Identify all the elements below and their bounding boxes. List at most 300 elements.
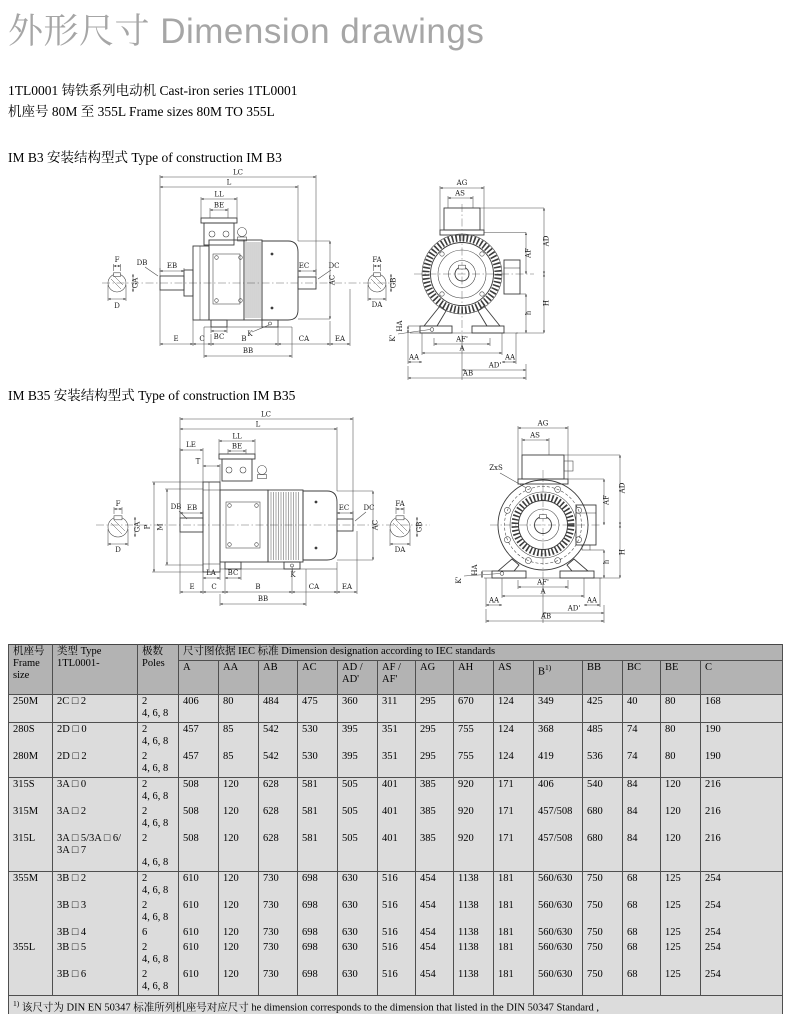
dim-label-l: L <box>255 420 261 429</box>
poles-cell: 2 4, 6, 8 <box>138 695 179 723</box>
dim-value-cell: 516 <box>378 941 416 968</box>
col-header-iec-banner: 尺寸图依据 IEC 标准 Dimension designation according to IEC standards <box>179 645 783 661</box>
dim-value-cell: 85 <box>219 723 259 751</box>
frame-size-cell <box>9 926 53 941</box>
dim-value-cell: 171 <box>494 778 534 806</box>
dim-label-fa: FA <box>395 500 405 508</box>
dim-label-ad-prime: AD' <box>567 604 581 613</box>
type-cell: 2C □ 2 <box>53 695 138 723</box>
dim-value-cell: 610 <box>179 872 219 900</box>
dim-label-lc: LC <box>232 168 244 177</box>
dim-value-cell: 85 <box>219 750 259 778</box>
intro-line-2: 机座号 80M 至 355L Frame sizes 80M TO 355L <box>8 104 275 119</box>
dim-label-db: DB <box>170 503 182 511</box>
section-heading-im-b3: IM B3 安装结构型式 Type of construction IM B3 <box>8 150 282 165</box>
dim-label-b: B <box>241 335 247 343</box>
dim-label-be: BE <box>213 201 225 210</box>
dim-value-cell: 395 <box>338 750 378 778</box>
dim-value-cell: 484 <box>259 695 298 723</box>
dim-value-cell: 401 <box>378 778 416 806</box>
dim-value-cell: 516 <box>378 968 416 996</box>
dim-label-k-prime: K' <box>455 576 463 584</box>
dim-value-cell: 540 <box>583 778 623 806</box>
col-header-a: A <box>179 661 219 695</box>
frame-size-cell: 280M <box>9 750 53 778</box>
b3-end-view <box>389 179 551 380</box>
dim-value-cell: 80 <box>661 723 701 751</box>
dim-value-cell: 419 <box>534 750 583 778</box>
dim-value-cell: 120 <box>661 832 701 872</box>
dim-value-cell: 698 <box>298 899 338 926</box>
dim-value-cell: 181 <box>494 872 534 900</box>
dim-label-ab: AB <box>462 369 474 378</box>
dim-label-aa: AA <box>586 596 598 605</box>
dim-label-af-prime: AF' <box>537 578 549 587</box>
dim-label-k: K <box>290 571 296 579</box>
dim-value-cell: 385 <box>416 805 454 832</box>
dim-value-cell: 171 <box>494 805 534 832</box>
dim-label-f: F <box>115 500 121 508</box>
dim-value-cell: 630 <box>338 899 378 926</box>
dim-label-ll: LL <box>232 432 242 441</box>
dim-value-cell: 68 <box>623 899 661 926</box>
dim-label-ac: AC <box>371 519 380 531</box>
col-header-frame-size: 机座号 Frame size <box>9 645 53 695</box>
dim-value-cell: 610 <box>179 941 219 968</box>
col-header-ad: AD / AD' <box>338 661 378 695</box>
dim-value-cell: 505 <box>338 778 378 806</box>
table-row <box>9 805 783 832</box>
dim-label-ad: AD <box>618 482 627 494</box>
dim-value-cell: 124 <box>494 750 534 778</box>
type-cell: 3B □ 3 <box>53 899 138 926</box>
table-row <box>9 872 783 900</box>
dim-label-ec: EC <box>298 262 310 270</box>
dim-label-as: AS <box>455 189 465 198</box>
dim-value-cell: 516 <box>378 926 416 941</box>
dim-value-cell: 295 <box>416 695 454 723</box>
dim-label-e: E <box>173 335 179 343</box>
dim-value-cell: 254 <box>701 872 783 900</box>
intro-line-1: 1TL0001 铸铁系列电动机 Cast-iron series 1TL0001 <box>8 83 298 98</box>
dim-label-ha: HA <box>396 320 404 332</box>
b3-side-view <box>102 169 398 359</box>
dim-value-cell: 628 <box>259 778 298 806</box>
dim-value-cell: 425 <box>583 695 623 723</box>
dim-value-cell: 84 <box>623 778 661 806</box>
dim-value-cell: 610 <box>179 899 219 926</box>
dim-value-cell: 454 <box>416 968 454 996</box>
dim-value-cell: 698 <box>298 872 338 900</box>
dim-value-cell: 920 <box>454 805 494 832</box>
dimension-table <box>8 644 783 1014</box>
dim-value-cell: 84 <box>623 805 661 832</box>
dim-label-ea: EA <box>341 583 353 591</box>
dim-label-da: DA <box>371 301 383 309</box>
dim-label-le: LE <box>186 441 196 449</box>
dim-value-cell: 120 <box>219 778 259 806</box>
dim-value-cell: 216 <box>701 832 783 872</box>
dim-value-cell: 755 <box>454 750 494 778</box>
dim-value-cell: 628 <box>259 832 298 872</box>
dim-value-cell: 457 <box>179 723 219 751</box>
poles-cell: 2 4, 6, 8 <box>138 805 179 832</box>
dim-label-h-small: h <box>524 310 533 316</box>
dim-value-cell: 125 <box>661 899 701 926</box>
col-header-ab: AB <box>259 661 298 695</box>
dim-label-af: AF <box>524 248 533 258</box>
dim-label-d: D <box>115 546 121 554</box>
dim-value-cell: 385 <box>416 832 454 872</box>
dim-label-t: T <box>195 457 201 466</box>
dim-value-cell: 68 <box>623 941 661 968</box>
dim-label-a: A <box>540 587 546 596</box>
dim-value-cell: 80 <box>661 695 701 723</box>
dim-value-cell: 750 <box>583 899 623 926</box>
dim-value-cell: 454 <box>416 899 454 926</box>
dim-label-k: K <box>247 330 253 338</box>
drawing-im-b3 <box>92 168 692 382</box>
dim-value-cell: 385 <box>416 778 454 806</box>
dim-value-cell: 406 <box>179 695 219 723</box>
dim-label-l: L <box>226 178 232 187</box>
dim-label-ca: CA <box>308 583 320 591</box>
dim-label-ha: HA <box>471 564 479 576</box>
type-cell: 3A □ 2 <box>53 805 138 832</box>
dim-label-zxs: ZxS <box>489 464 503 472</box>
dim-value-cell: 730 <box>259 899 298 926</box>
type-cell: 3B □ 4 <box>53 926 138 941</box>
dim-label-af: AF <box>602 495 611 505</box>
dim-value-cell: 530 <box>298 750 338 778</box>
dim-label-e: E <box>189 583 195 591</box>
dim-value-cell: 750 <box>583 941 623 968</box>
dim-label-lc: LC <box>260 410 272 419</box>
poles-cell: 2 4, 6, 8 <box>138 750 179 778</box>
dim-value-cell: 181 <box>494 941 534 968</box>
dim-value-cell: 120 <box>219 872 259 900</box>
dim-value-cell: 680 <box>583 832 623 872</box>
dim-value-cell: 630 <box>338 872 378 900</box>
col-header-ag: AG <box>416 661 454 695</box>
col-header-b: $B^{1)}$ <box>534 661 583 695</box>
dim-value-cell: 120 <box>219 926 259 941</box>
dim-label-bb: BB <box>257 595 269 603</box>
dim-value-cell: 349 <box>534 695 583 723</box>
dim-label-dc: DC <box>363 504 375 512</box>
col-header-bc: BC <box>623 661 661 695</box>
dim-label-ad: AD <box>542 235 551 247</box>
dim-value-cell: 630 <box>338 926 378 941</box>
dim-label-gb: GB <box>389 277 398 289</box>
dim-value-cell: 508 <box>179 778 219 806</box>
dim-value-cell: 536 <box>583 750 623 778</box>
dim-value-cell: 454 <box>416 926 454 941</box>
col-header-af: AF / AF' <box>378 661 416 695</box>
dim-value-cell: 171 <box>494 832 534 872</box>
dim-value-cell: 750 <box>583 926 623 941</box>
dim-value-cell: 730 <box>259 872 298 900</box>
dim-label-a: A <box>459 344 465 353</box>
table-footnote: $^{1)}$ 该尺寸为 DIN EN 50347 标准所列机座号对应尺寸 he dimension corresponds to the dimension that listed in the DIN 50347 Standard , <box>9 996 783 1014</box>
dim-value-cell: 475 <box>298 695 338 723</box>
dim-label-eb: EB <box>166 262 178 270</box>
dim-value-cell: 120 <box>219 832 259 872</box>
dim-label-p: P <box>143 524 152 530</box>
poles-cell: 2 4, 6, 8 <box>138 778 179 806</box>
dim-label-d: D <box>114 302 120 310</box>
dim-value-cell: 120 <box>219 899 259 926</box>
frame-size-cell: 280S <box>9 723 53 751</box>
col-header-type: 类型 Type 1TL0001- <box>53 645 138 695</box>
dim-value-cell: 630 <box>338 968 378 996</box>
dim-value-cell: 74 <box>623 750 661 778</box>
frame-size-cell: 315M <box>9 805 53 832</box>
dim-value-cell: 125 <box>661 968 701 996</box>
type-cell: 3B □ 5 <box>53 941 138 968</box>
page-title: 外形尺寸 Dimension drawings <box>8 12 485 51</box>
dim-value-cell: 68 <box>623 926 661 941</box>
dim-label-ad-prime: AD' <box>488 361 502 370</box>
dim-value-cell: 401 <box>378 805 416 832</box>
dim-value-cell: 920 <box>454 778 494 806</box>
col-header-bb: BB <box>583 661 623 695</box>
dim-value-cell: 542 <box>259 750 298 778</box>
dim-value-cell: 1138 <box>454 872 494 900</box>
type-cell: 2D □ 2 <box>53 750 138 778</box>
poles-cell: 2 4, 6, 8 <box>138 899 179 926</box>
dim-value-cell: 530 <box>298 723 338 751</box>
dim-value-cell: 395 <box>338 723 378 751</box>
dim-label-aa: AA <box>408 353 420 362</box>
col-header-as: AS <box>494 661 534 695</box>
dim-value-cell: 190 <box>701 750 783 778</box>
dim-value-cell: 74 <box>623 723 661 751</box>
dim-value-cell: 216 <box>701 778 783 806</box>
dim-label-f: F <box>114 256 120 264</box>
dim-value-cell: 581 <box>298 778 338 806</box>
dim-value-cell: 454 <box>416 872 454 900</box>
frame-size-cell: 315L <box>9 832 53 872</box>
dim-value-cell: 216 <box>701 805 783 832</box>
dim-value-cell: 68 <box>623 872 661 900</box>
poles-cell: 2 4, 6, 8 <box>138 968 179 996</box>
dim-value-cell: 181 <box>494 968 534 996</box>
dim-label-bc: BC <box>227 569 239 577</box>
dim-label-ga: GA <box>133 521 142 533</box>
dim-value-cell: 68 <box>623 968 661 996</box>
dim-value-cell: 581 <box>298 805 338 832</box>
dim-value-cell: 125 <box>661 872 701 900</box>
col-header-be: BE <box>661 661 701 695</box>
dim-label-dc: DC <box>328 262 340 270</box>
dim-label-af-prime: AF' <box>456 335 468 344</box>
dim-value-cell: 168 <box>701 695 783 723</box>
type-cell: 3A □ 0 <box>53 778 138 806</box>
dim-value-cell: 698 <box>298 926 338 941</box>
dim-value-cell: 368 <box>534 723 583 751</box>
section-heading-im-b35: IM B35 安装结构型式 Type of construction IM B35 <box>8 388 296 403</box>
frame-size-cell: 250M <box>9 695 53 723</box>
dim-value-cell: 560/630 <box>534 926 583 941</box>
dim-value-cell: 295 <box>416 750 454 778</box>
dim-label-ga: GA <box>131 277 140 289</box>
frame-size-cell: 315S <box>9 778 53 806</box>
dim-value-cell: 485 <box>583 723 623 751</box>
dim-value-cell: 698 <box>298 941 338 968</box>
dim-label-k-prime: K' <box>389 334 397 342</box>
dim-label-bc: BC <box>213 333 225 341</box>
dim-value-cell: 505 <box>338 832 378 872</box>
col-header-poles: 极数 Poles <box>138 645 179 695</box>
dim-label-m: M <box>156 523 165 531</box>
dim-value-cell: 505 <box>338 805 378 832</box>
col-header-ah: AH <box>454 661 494 695</box>
frame-size-cell <box>9 968 53 996</box>
drawing-im-b35 <box>88 410 698 636</box>
type-cell: 3B □ 2 <box>53 872 138 900</box>
dim-value-cell: 750 <box>583 872 623 900</box>
dim-value-cell: 84 <box>623 832 661 872</box>
dim-label-aa: AA <box>504 353 516 362</box>
dim-label-c: C <box>211 583 217 591</box>
dim-label-b: B <box>255 583 261 591</box>
dim-value-cell: 181 <box>494 926 534 941</box>
table-row <box>9 778 783 806</box>
poles-cell: 2 4, 6, 8 <box>138 723 179 751</box>
dim-value-cell: 406 <box>534 778 583 806</box>
dim-value-cell: 295 <box>416 723 454 751</box>
dim-value-cell: 755 <box>454 723 494 751</box>
dim-value-cell: 750 <box>583 968 623 996</box>
dim-label-ag: AG <box>456 179 468 187</box>
table-row <box>9 750 783 778</box>
dim-value-cell: 516 <box>378 899 416 926</box>
dim-value-cell: 508 <box>179 832 219 872</box>
dim-value-cell: 360 <box>338 695 378 723</box>
col-header-aa: AA <box>219 661 259 695</box>
dim-label-as: AS <box>530 431 540 440</box>
frame-size-cell: 355M <box>9 872 53 900</box>
dim-label-da: DA <box>394 546 406 554</box>
dim-label-aa: AA <box>488 596 500 605</box>
dim-value-cell: 670 <box>454 695 494 723</box>
dim-value-cell: 457/508 <box>534 832 583 872</box>
dim-value-cell: 190 <box>701 723 783 751</box>
type-cell: 3A □ 5/3A □ 6/ 3A □ 7 <box>53 832 138 872</box>
dim-value-cell: 351 <box>378 750 416 778</box>
dim-value-cell: 457/508 <box>534 805 583 832</box>
dim-value-cell: 254 <box>701 926 783 941</box>
dim-value-cell: 120 <box>219 805 259 832</box>
table-row <box>9 968 783 996</box>
dim-value-cell: 581 <box>298 832 338 872</box>
dim-value-cell: 508 <box>179 805 219 832</box>
dim-label-h: H <box>542 299 551 307</box>
dim-label-gb: GB <box>415 521 424 533</box>
col-header-c: C <box>701 661 783 695</box>
col-header-ac: AC <box>298 661 338 695</box>
dim-value-cell: 516 <box>378 872 416 900</box>
poles-cell: 2 4, 6, 8 <box>138 832 179 872</box>
frame-size-cell: 355L <box>9 941 53 968</box>
dim-value-cell: 1138 <box>454 899 494 926</box>
dim-value-cell: 730 <box>259 968 298 996</box>
dim-value-cell: 457 <box>179 750 219 778</box>
dim-label-ca: CA <box>298 335 310 343</box>
dim-value-cell: 120 <box>661 805 701 832</box>
dim-value-cell: 254 <box>701 968 783 996</box>
dim-value-cell: 542 <box>259 723 298 751</box>
dim-value-cell: 125 <box>661 941 701 968</box>
dim-value-cell: 1138 <box>454 968 494 996</box>
dim-value-cell: 124 <box>494 695 534 723</box>
dim-value-cell: 610 <box>179 968 219 996</box>
dim-value-cell: 920 <box>454 832 494 872</box>
dim-value-cell: 181 <box>494 899 534 926</box>
poles-cell: 6 <box>138 926 179 941</box>
dim-value-cell: 610 <box>179 926 219 941</box>
dim-label-h: H <box>618 548 627 556</box>
dim-label-la: LA <box>206 569 216 577</box>
table-body <box>9 695 783 996</box>
dim-value-cell: 560/630 <box>534 968 583 996</box>
table-row <box>9 899 783 926</box>
dim-value-cell: 120 <box>219 941 259 968</box>
dim-value-cell: 560/630 <box>534 872 583 900</box>
dim-label-db: DB <box>136 259 148 267</box>
dim-label-ea: EA <box>334 335 346 343</box>
table-row <box>9 695 783 723</box>
poles-cell: 2 4, 6, 8 <box>138 941 179 968</box>
dim-value-cell: 124 <box>494 723 534 751</box>
dim-value-cell: 1138 <box>454 926 494 941</box>
dim-value-cell: 80 <box>661 750 701 778</box>
b35-side-view <box>96 411 430 607</box>
dim-value-cell: 1138 <box>454 941 494 968</box>
table-row <box>9 941 783 968</box>
dim-value-cell: 120 <box>219 968 259 996</box>
table-row <box>9 723 783 751</box>
dim-value-cell: 254 <box>701 899 783 926</box>
frame-size-cell <box>9 899 53 926</box>
dim-value-cell: 560/630 <box>534 899 583 926</box>
dim-value-cell: 351 <box>378 723 416 751</box>
dim-label-ac: AC <box>328 274 337 286</box>
b35-end-view <box>455 420 627 624</box>
dim-label-ec: EC <box>338 504 350 512</box>
dim-value-cell: 630 <box>338 941 378 968</box>
intro-text <box>8 80 297 122</box>
table-row <box>9 926 783 941</box>
dim-value-cell: 628 <box>259 805 298 832</box>
dim-label-fa: FA <box>372 256 382 264</box>
dim-value-cell: 80 <box>219 695 259 723</box>
dim-label-ab: AB <box>540 612 552 621</box>
dim-label-h-small: h <box>602 559 611 565</box>
dim-value-cell: 311 <box>378 695 416 723</box>
dim-value-cell: 730 <box>259 926 298 941</box>
type-cell: 3B □ 6 <box>53 968 138 996</box>
dim-label-ll: LL <box>214 190 224 199</box>
dim-label-eb: EB <box>186 504 198 512</box>
dim-value-cell: 254 <box>701 941 783 968</box>
dim-value-cell: 560/630 <box>534 941 583 968</box>
dim-label-c: C <box>199 335 205 343</box>
dim-label-bb: BB <box>242 347 254 355</box>
dim-label-be: BE <box>231 442 243 451</box>
poles-cell: 2 4, 6, 8 <box>138 872 179 900</box>
